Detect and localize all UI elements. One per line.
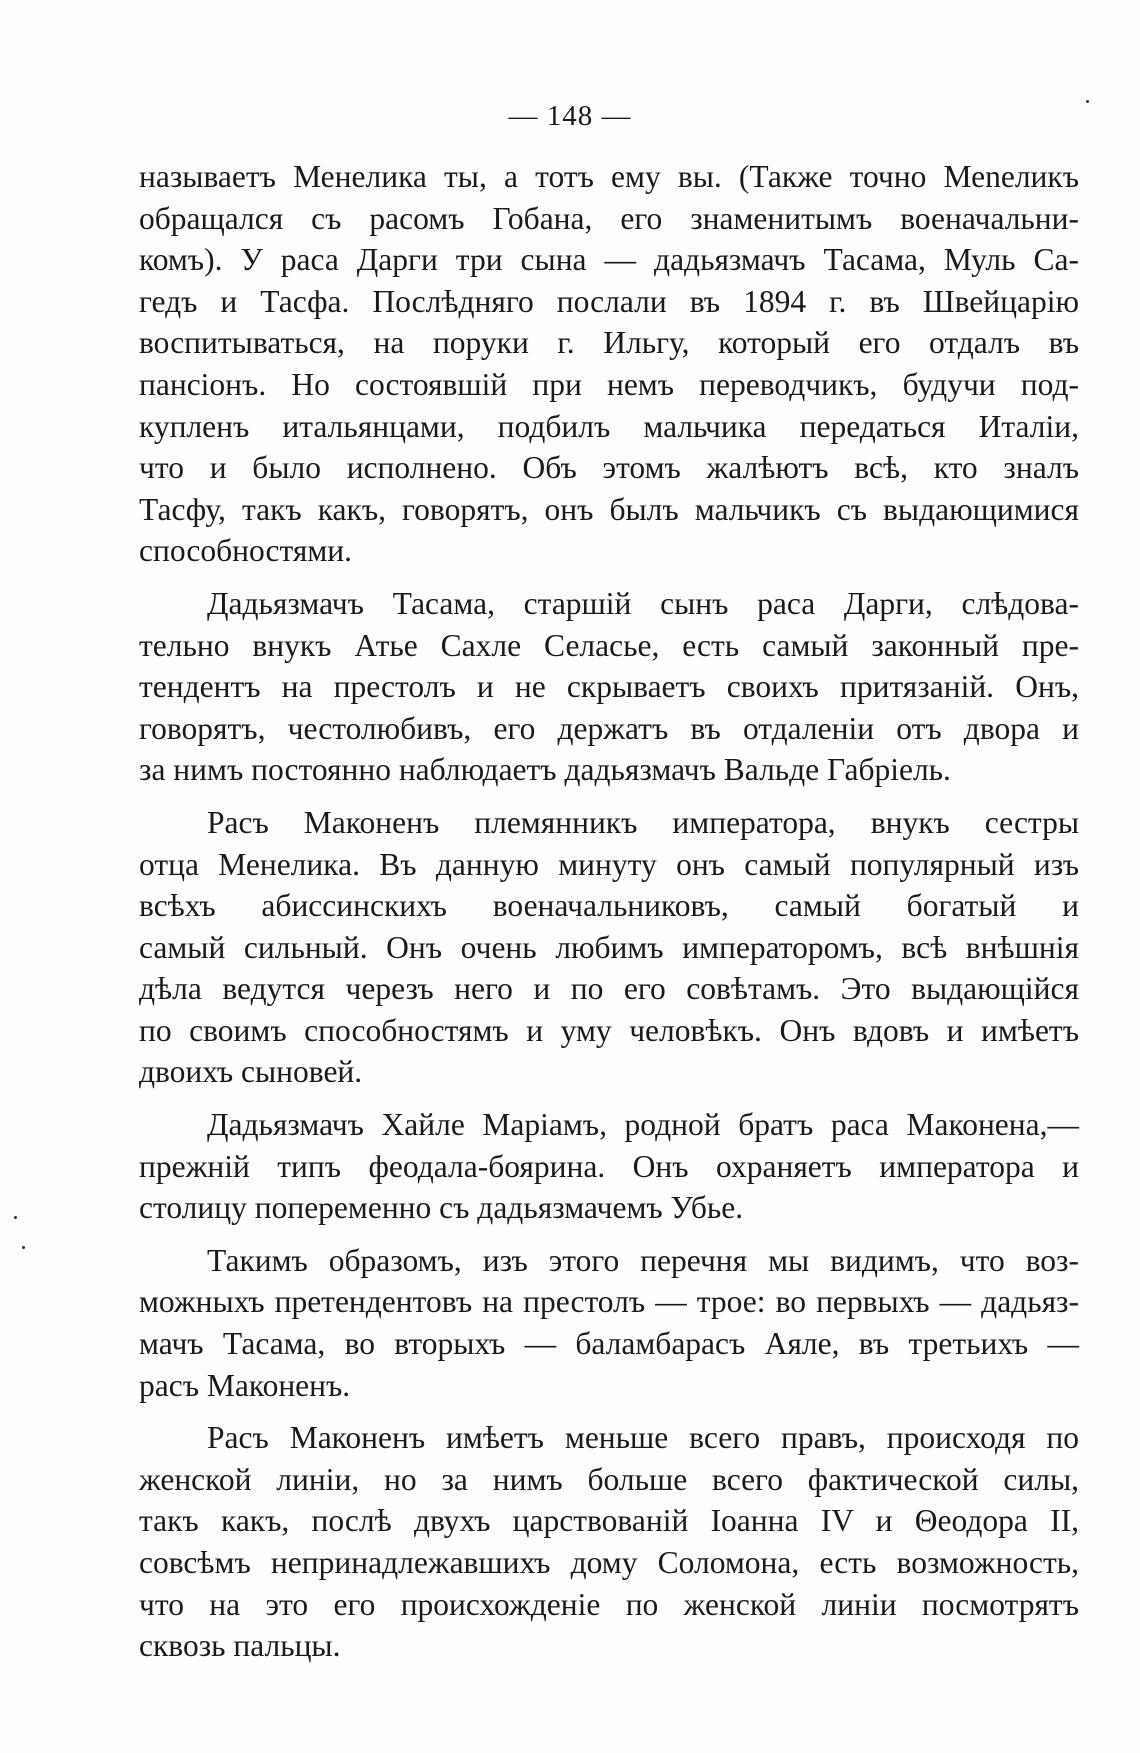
- scan-speck: [14, 1216, 17, 1219]
- text-line: женской линіи, но за нимъ больше всего фактической силы,: [139, 1461, 1079, 1497]
- text-line: говорятъ, честолюбивъ, его держатъ въ отдаленіи отъ двора и: [139, 710, 1079, 746]
- text-line: дѣла ведутся черезъ него и по его совѣтамъ. Это выдающійся: [139, 971, 1079, 1007]
- text-line: Расъ Маконенъ имѣетъ меньше всего правъ, происходя по: [207, 1420, 1079, 1456]
- text-line: Такимъ образомъ, изъ этого перечня мы видимъ, что воз-: [207, 1242, 1079, 1278]
- text-line: обращался съ расомъ Гобана, его знаменитымъ военачальни-: [139, 200, 1079, 236]
- paragraph-2: [139, 583, 1079, 791]
- text-line: двоихъ сыновей.: [139, 1054, 363, 1090]
- text-line: по своимъ способностямъ и уму человѣкъ. Онъ вдовъ и имѣетъ: [139, 1012, 1079, 1048]
- text-line: можныхъ претендентовъ на престолъ — трое: во первыхъ — дадьяз-: [139, 1284, 1079, 1320]
- text-line: Тасфу, такъ какъ, говорятъ, онъ былъ мальчикъ съ выдающимися: [139, 491, 1079, 527]
- text-line: такъ какъ, послѣ двухъ царствованій Іоанна IV и Θеодора II,: [139, 1503, 1079, 1539]
- text-line: сквозь пальцы.: [139, 1628, 341, 1664]
- text-line: воспитываться, на поруки г. Ильгу, который его отдалъ въ: [139, 325, 1079, 361]
- text-line: Дадьязмачъ Тасама, старшій сынъ раса Дарги, слѣдова-: [207, 585, 1079, 621]
- paragraph-1: [139, 156, 1079, 572]
- text-line: тендентъ на престолъ и не скрываетъ своихъ притязаній. Онъ,: [139, 669, 1079, 705]
- paragraph-6: [139, 1417, 1079, 1667]
- text-line: Дадьязмачъ Хайле Маріамъ, родной братъ раса Маконена,—: [207, 1107, 1079, 1143]
- text-line: способностями.: [139, 533, 353, 569]
- text-line: прежній типъ феодала-боярина. Онъ охраняетъ императора и: [139, 1148, 1079, 1184]
- text-line: отца Менелика. Въ данную минуту онъ самый популярный изъ: [139, 846, 1079, 882]
- text-line: что и было исполнено. Объ этомъ жалѣютъ всѣ, кто зналъ: [139, 450, 1079, 486]
- text-line: гедъ и Тасфа. Послѣдняго послали въ 1894 г. въ Швейцарію: [139, 283, 1079, 319]
- text-line: тельно внукъ Атье Сахле Селасье, есть самый законный пре-: [139, 627, 1079, 663]
- text-line: мачъ Тасама, во вторыхъ — баламбарасъ Аяле, въ третьихъ —: [139, 1326, 1079, 1362]
- text-line: за нимъ постоянно наблюдаетъ дадьязмачъ Вальде Габріель.: [139, 752, 951, 788]
- text-line: купленъ итальянцами, подбилъ мальчика передаться Италіи,: [139, 408, 1079, 444]
- text-line: Расъ Маконенъ племянникъ императора, внукъ сестры: [207, 804, 1079, 840]
- text-line: пансіонъ. Но состоявшій при немъ переводчикъ, будучи под-: [139, 366, 1079, 402]
- text-line: называетъ Менелика ты, а тотъ ему вы. (Также точно Меneликъ: [139, 159, 1079, 194]
- text-line: комъ). У раса Дарги три сына — дадьязмачъ Тасама, Муль Са-: [139, 242, 1079, 278]
- paragraph-5: [139, 1240, 1079, 1406]
- body-text: [139, 156, 1079, 1667]
- paragraph-3: [139, 802, 1079, 1093]
- text-line: самый сильный. Онъ очень любимъ императоромъ, всѣ внѣшнія: [139, 929, 1079, 965]
- text-line: расъ Маконенъ.: [139, 1367, 351, 1403]
- text-line: что на это его происхожденіе по женской линіи посмотрятъ: [139, 1586, 1079, 1622]
- text-line: совсѣмъ непринадлежавшихъ дому Соломона, есть возможность,: [139, 1545, 1079, 1580]
- page-number: — 148 —: [508, 100, 632, 132]
- paragraph-4: [139, 1104, 1079, 1229]
- text-line: столицу попеременно съ дадьязмачемъ Убье.: [139, 1190, 744, 1226]
- scan-speck: [1086, 100, 1089, 103]
- scan-speck: [22, 1246, 25, 1249]
- text-line: всѣхъ абиссинскихъ военачальниковъ, самый богатый и: [139, 888, 1079, 924]
